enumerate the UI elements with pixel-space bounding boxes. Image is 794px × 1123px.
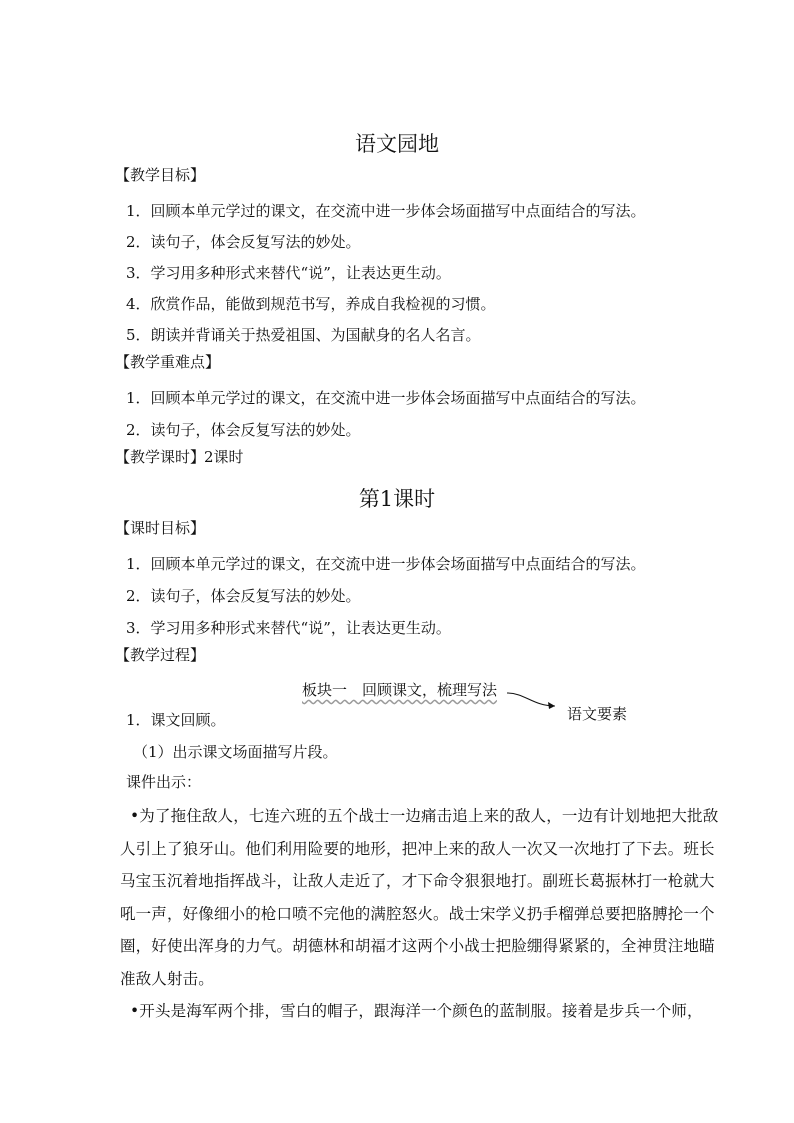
process-heading: 【教学过程】 <box>115 646 206 664</box>
page-title: 语文园地 <box>355 132 439 156</box>
lesson-hours-value: 2课时 <box>204 448 244 466</box>
passage-1 <box>120 800 720 995</box>
lesson-goal-item: 1．回顾本单元学过的课文，在交流中进一步体会场面描写中点面结合的写法。 <box>126 555 646 573</box>
lesson-goal-item: 3．学习用多种形式来替代“说”，让表达更生动。 <box>126 619 451 637</box>
block-note: 语文要素 <box>567 705 628 723</box>
teaching-goals-heading: 【教学目标】 <box>115 166 206 184</box>
step-1: 1．课文回顾。 <box>126 711 226 729</box>
arrow-icon <box>505 690 565 712</box>
teaching-goal-item: 5．朗读并背诵关于热爱祖国、为国献身的名人名言。 <box>126 326 481 344</box>
key-points-heading: 【教学重难点】 <box>115 353 221 371</box>
teaching-goal-item: 3．学习用多种形式来替代“说”，让表达更生动。 <box>126 264 451 282</box>
key-point-item: 1．回顾本单元学过的课文，在交流中进一步体会场面描写中点面结合的写法。 <box>126 389 646 407</box>
lesson-goals-heading: 【课时目标】 <box>115 519 206 537</box>
key-point-item: 2．读句子，体会反复写法的妙处。 <box>126 421 361 439</box>
teaching-goal-item: 1．回顾本单元学过的课文，在交流中进一步体会场面描写中点面结合的写法。 <box>126 202 646 220</box>
passage-2 <box>120 995 720 1028</box>
block-title: 板块一 回顾课文，梳理写法 <box>302 681 498 699</box>
lesson-goal-item: 2．读句子，体会反复写法的妙处。 <box>126 587 361 605</box>
teaching-goal-item: 2．读句子，体会反复写法的妙处。 <box>126 233 361 251</box>
passage-2-text: •开头是海军两个排，雪白的帽子，跟海洋一个颜色的蓝制服。接着是步兵一个师， <box>130 1002 703 1020</box>
teaching-goal-item: 4．欣赏作品，能做到规范书写，养成自我检视的习惯。 <box>126 295 496 313</box>
step-1-1: （1）出示课文场面描写片段。 <box>133 743 338 761</box>
lesson-hours-heading: 【教学课时】 <box>115 448 206 466</box>
courseware-label: 课件出示： <box>126 773 202 791</box>
lesson1-title: 第1课时 <box>358 487 436 511</box>
passage-1-text: •为了拖住敌人，七连六班的五个战士一边痛击追上来的敌人，一边有计划地把大批敌人引上了狼牙山。他们利用险要的地形，把冲上来的敌人一次又一次地打了下去。班长马宝玉沉着地指挥战斗，让敌人走近了，才下命令狠狠地打。副班长葛振林打一枪就大吼一声，好像细小的枪口喷不完他的满腔怒火。战士宋学义扔手榴弹总要把胳膊抡一个圈，好使出浑身的力气。胡德林和胡福才这两个小战士把脸绷得紧紧的，全神贯注地瞄准敌人射击。 <box>120 807 719 988</box>
